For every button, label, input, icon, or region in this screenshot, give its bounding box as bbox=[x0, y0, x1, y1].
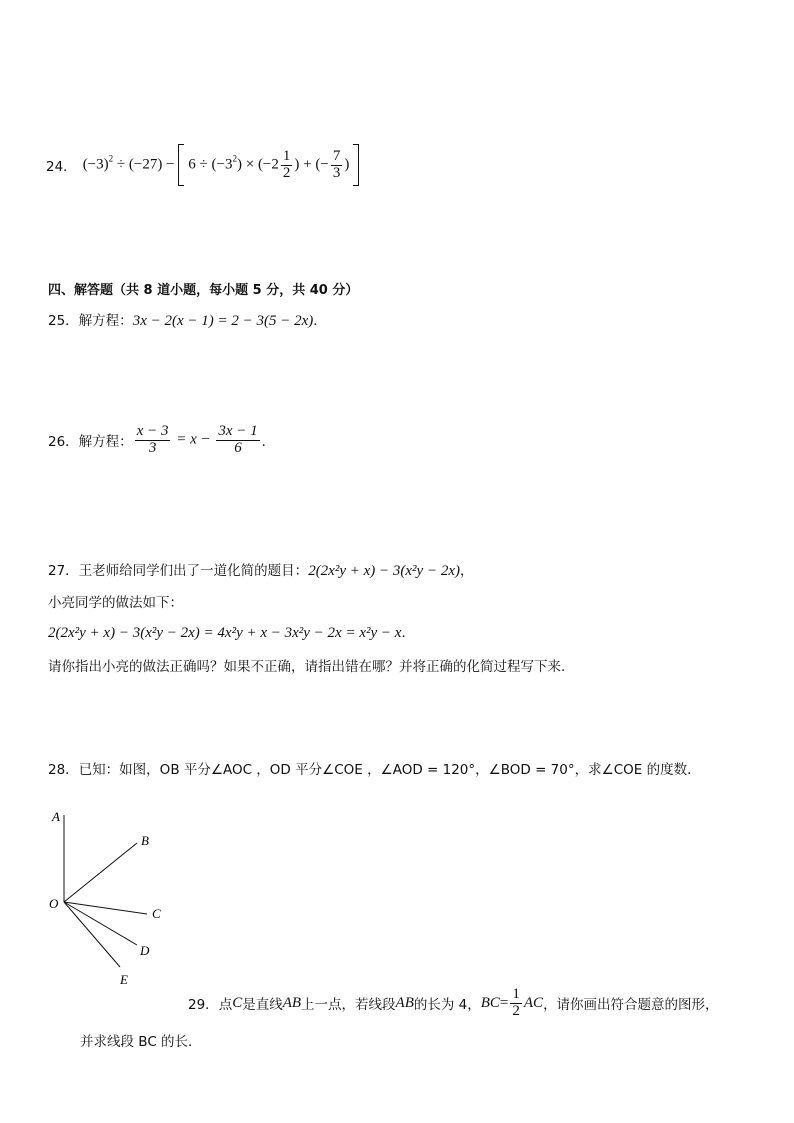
q24-number: 24． bbox=[46, 159, 77, 175]
left-bracket bbox=[178, 144, 184, 186]
label-B: B bbox=[141, 833, 149, 848]
question-25: 25．解方程：3x − 2(x − 1) = 2 − 3(5 − 2x)． bbox=[48, 313, 327, 329]
q27-number: 27． bbox=[48, 563, 79, 579]
q25-prompt: 解方程： bbox=[78, 313, 133, 329]
label-D: D bbox=[140, 943, 150, 958]
fraction-seven-thirds: $\frac{7}{3}$ bbox=[332, 147, 341, 181]
right-bracket bbox=[353, 144, 359, 186]
q25-equation: 3x − 2(x − 1) = 2 − 3(5 − 2x) bbox=[132, 313, 314, 329]
q24-expression: $(-3)^2 \div (-27) - 6 \div (-3^2) \times (-2$ $\frac{1}{2}$ ) + (− $\frac{7}{3}$ ) bbox=[83, 144, 360, 186]
label-C: C bbox=[152, 906, 161, 921]
q28-number: 28． bbox=[48, 762, 79, 778]
question-27-line-3: 2(2x²y + x) − 3(x²y − 2x) = 4x²y + x − 3x²y − 2x = x²y − x． bbox=[48, 625, 415, 641]
ray-OD bbox=[64, 902, 137, 945]
q26-number: 26． bbox=[48, 434, 79, 451]
q27-expression: 2(2x²y + x) − 3(x²y − 2x) bbox=[308, 563, 460, 579]
question-24 bbox=[46, 143, 359, 187]
q27-solution: 2(2x²y + x) − 3(x²y − 2x) = 4x²y + x − 3x²y − 2x = x²y − x bbox=[48, 625, 402, 641]
label-A: A bbox=[52, 809, 60, 824]
question-27-line-4: 请你指出小亮的做法正确吗？如果不正确，请指出错在哪？并将正确的化简过程写下来． bbox=[48, 659, 575, 675]
ray-OE bbox=[64, 902, 120, 967]
q29-fraction-half: $\frac{1}{2}$ bbox=[512, 986, 520, 1019]
question-27-line-1: 27．王老师给同学们出了一道化简的题目：2(2x²y + x) − 3(x²y − 2x)， bbox=[48, 563, 474, 579]
q26-prompt: 解方程： bbox=[78, 434, 133, 451]
ray-OB bbox=[64, 843, 137, 902]
fraction-one-half: $\frac{1}{2}$ bbox=[282, 147, 291, 181]
section-4-heading: 四、解答题（共 8 道小题，每小题 5 分，共 40 分） bbox=[48, 283, 359, 298]
question-29-line-1: 29． 点 C 是直线 AB 上一点，若线段 AB 的长为 4， BC = $\frac{1}{2}$ AC ，请你画出符合题意的图形， bbox=[188, 986, 719, 1019]
question-26: 26． 解方程： $\frac{x - 3}{3}$ = x − $\frac{3x - 1}{6}$ ． bbox=[48, 423, 276, 456]
ray-OC bbox=[64, 902, 147, 914]
q29-number: 29． bbox=[188, 997, 219, 1014]
question-28 bbox=[48, 758, 701, 778]
q25-number: 25． bbox=[48, 313, 79, 329]
angle-figure bbox=[40, 805, 180, 990]
q26-fraction-right: $\frac{3x - 1}{6}$ bbox=[218, 423, 258, 456]
label-E: E bbox=[120, 972, 128, 987]
label-O: O bbox=[49, 896, 59, 911]
question-27-line-2: 小亮同学的做法如下： bbox=[48, 595, 183, 611]
q26-fraction-left: $\frac{x - 3}{3}$ bbox=[136, 423, 169, 456]
question-29-line-2: 并求线段 BC 的长． bbox=[80, 1034, 202, 1050]
q28-text: 已知：如图，OB 平分∠AOC ，OD 平分∠COE ，∠AOD = 120°，∠BOD = 70°，求∠COE 的度数． bbox=[78, 762, 701, 778]
